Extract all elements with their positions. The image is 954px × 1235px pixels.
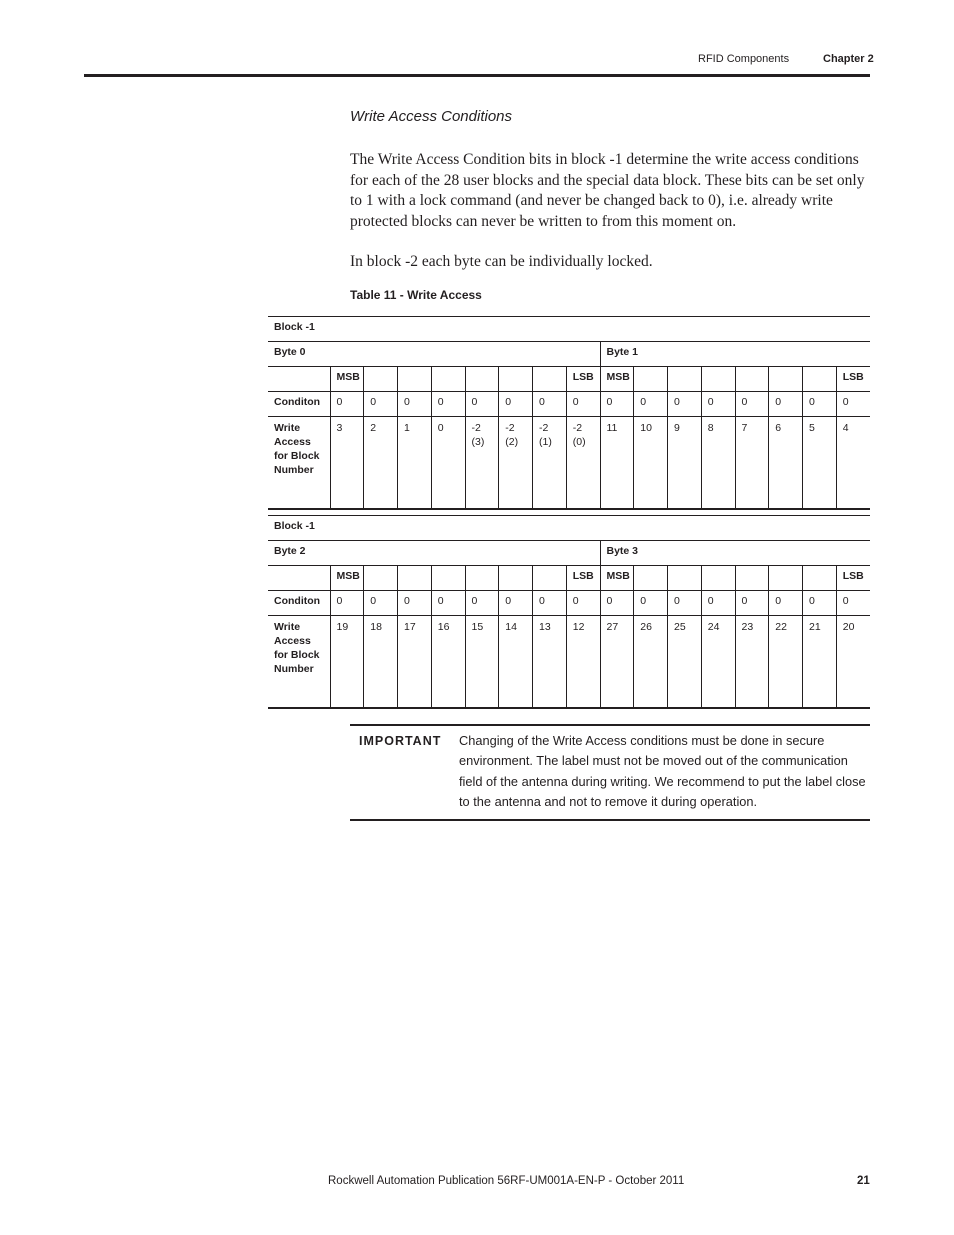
block-number-cell: 2 <box>364 417 398 509</box>
block-number-cell: 5 <box>803 417 837 509</box>
block-number-cell: 4 <box>836 417 870 509</box>
byte-label-left: Byte 2 <box>268 541 600 566</box>
bit-header-cell <box>668 367 702 392</box>
bit-header-cell: MSB <box>600 367 634 392</box>
block-number-cell: 13 <box>533 616 567 708</box>
bit-header-cell <box>769 566 803 591</box>
condition-cell: 0 <box>533 591 567 616</box>
bit-header-cell <box>634 566 668 591</box>
bit-header-cell <box>803 566 837 591</box>
bit-header-cell <box>803 367 837 392</box>
condition-cell: 0 <box>769 392 803 417</box>
bit-header-cell <box>701 367 735 392</box>
condition-cell: 0 <box>600 392 634 417</box>
bit-header-cell <box>668 566 702 591</box>
block-number-cell: 16 <box>431 616 465 708</box>
bit-header-cell <box>364 367 398 392</box>
condition-cell: 0 <box>431 392 465 417</box>
bit-header-cell <box>499 566 533 591</box>
block-label: Block -1 <box>268 317 870 342</box>
condition-cell: 0 <box>499 392 533 417</box>
block-number-cell: 7 <box>735 417 769 509</box>
row-label-empty <box>268 367 330 392</box>
section-subheading: Write Access Conditions <box>350 108 512 125</box>
bit-header-cell: LSB <box>566 566 600 591</box>
bit-header-cell <box>398 566 432 591</box>
bit-header-cell: LSB <box>566 367 600 392</box>
condition-cell: 0 <box>701 392 735 417</box>
condition-row-label: Conditon <box>268 591 330 616</box>
block-number-cell: 22 <box>769 616 803 708</box>
footer-page-number: 21 <box>857 1175 870 1187</box>
bit-header-cell: MSB <box>330 367 364 392</box>
bit-header-cell: LSB <box>836 566 870 591</box>
condition-cell: 0 <box>533 392 567 417</box>
block-number-cell: 10 <box>634 417 668 509</box>
condition-cell: 0 <box>566 591 600 616</box>
block-number-cell: 15 <box>465 616 499 708</box>
bit-header-cell <box>735 367 769 392</box>
bit-header-cell <box>769 367 803 392</box>
bit-header-cell <box>533 566 567 591</box>
write-access-row-label: Write Access for Block Number <box>268 417 330 509</box>
byte-label-left: Byte 0 <box>268 342 600 367</box>
write-access-table-2 <box>268 515 870 709</box>
condition-cell: 0 <box>364 392 398 417</box>
condition-cell: 0 <box>600 591 634 616</box>
block-number-cell: -2 (1) <box>533 417 567 509</box>
bit-header-cell <box>431 566 465 591</box>
condition-cell: 0 <box>634 392 668 417</box>
condition-cell: 0 <box>431 591 465 616</box>
footer-publication: Rockwell Automation Publication 56RF-UM001A-EN-P - October 2011 <box>328 1175 685 1187</box>
block-number-cell: -2 (3) <box>465 417 499 509</box>
condition-cell: 0 <box>566 392 600 417</box>
block-number-cell: 24 <box>701 616 735 708</box>
block-number-cell: -2 (0) <box>566 417 600 509</box>
body-paragraph-1: The Write Access Condition bits in block -1 determine the write access conditions for each of the 28 user blocks and the special data block. These bits can be set only to 1 with a lock command (and never be changed back to 0), i.e. already write protected blocks can never be written to from this moment on. <box>350 151 865 230</box>
block-number-cell: 11 <box>600 417 634 509</box>
important-rule-top <box>350 724 870 726</box>
bit-header-cell <box>398 367 432 392</box>
block-number-cell: 21 <box>803 616 837 708</box>
block-number-cell: 26 <box>634 616 668 708</box>
bit-header-cell <box>465 566 499 591</box>
condition-cell: 0 <box>803 392 837 417</box>
condition-cell: 0 <box>398 591 432 616</box>
condition-cell: 0 <box>668 392 702 417</box>
condition-cell: 0 <box>330 591 364 616</box>
block-label: Block -1 <box>268 516 870 541</box>
block-number-cell: 25 <box>668 616 702 708</box>
important-rule-bottom <box>350 819 870 821</box>
condition-cell: 0 <box>364 591 398 616</box>
bit-header-cell <box>634 367 668 392</box>
block-number-cell: 9 <box>668 417 702 509</box>
header-section-name: RFID Components <box>698 53 790 65</box>
condition-row-label: Conditon <box>268 392 330 417</box>
write-access-row-label: Write Access for Block Number <box>268 616 330 708</box>
bit-header-cell <box>533 367 567 392</box>
condition-cell: 0 <box>836 591 870 616</box>
condition-cell: 0 <box>398 392 432 417</box>
condition-cell: 0 <box>499 591 533 616</box>
block-number-cell: 1 <box>398 417 432 509</box>
block-number-cell: 20 <box>836 616 870 708</box>
bit-header-cell: LSB <box>836 367 870 392</box>
block-number-cell: 27 <box>600 616 634 708</box>
row-label-empty <box>268 566 330 591</box>
bit-header-cell <box>701 566 735 591</box>
byte-label-right: Byte 3 <box>600 541 870 566</box>
bit-header-cell <box>735 566 769 591</box>
block-number-cell: -2 (2) <box>499 417 533 509</box>
condition-cell: 0 <box>465 591 499 616</box>
header-chapter-label: Chapter 2 <box>823 53 874 65</box>
byte-label-right: Byte 1 <box>600 342 870 367</box>
block-number-cell: 17 <box>398 616 432 708</box>
condition-cell: 0 <box>668 591 702 616</box>
block-number-cell: 0 <box>431 417 465 509</box>
block-number-cell: 23 <box>735 616 769 708</box>
condition-cell: 0 <box>634 591 668 616</box>
bit-header-cell <box>465 367 499 392</box>
block-number-cell: 8 <box>701 417 735 509</box>
condition-cell: 0 <box>735 392 769 417</box>
important-label: IMPORTANT <box>359 734 442 748</box>
condition-cell: 0 <box>735 591 769 616</box>
condition-cell: 0 <box>836 392 870 417</box>
bit-header-cell <box>499 367 533 392</box>
bit-header-cell <box>364 566 398 591</box>
condition-cell: 0 <box>803 591 837 616</box>
block-number-cell: 6 <box>769 417 803 509</box>
condition-cell: 0 <box>701 591 735 616</box>
block-number-cell: 19 <box>330 616 364 708</box>
write-access-table-1 <box>268 316 870 510</box>
block-number-cell: 12 <box>566 616 600 708</box>
body-paragraph-2: In block -2 each byte can be individually locked. <box>350 253 653 270</box>
bit-header-cell <box>431 367 465 392</box>
block-number-cell: 18 <box>364 616 398 708</box>
condition-cell: 0 <box>465 392 499 417</box>
bit-header-cell: MSB <box>600 566 634 591</box>
condition-cell: 0 <box>330 392 364 417</box>
block-number-cell: 3 <box>330 417 364 509</box>
bit-header-cell: MSB <box>330 566 364 591</box>
table-title: Table 11 - Write Access <box>350 288 482 302</box>
block-number-cell: 14 <box>499 616 533 708</box>
header-rule <box>84 74 870 77</box>
condition-cell: 0 <box>769 591 803 616</box>
important-text: Changing of the Write Access conditions must be done in secure environment. The label must not be moved out of the communication field of the antenna during writing. We recommend to put the label close to the antenna and not to remove it during operation. <box>459 733 866 809</box>
